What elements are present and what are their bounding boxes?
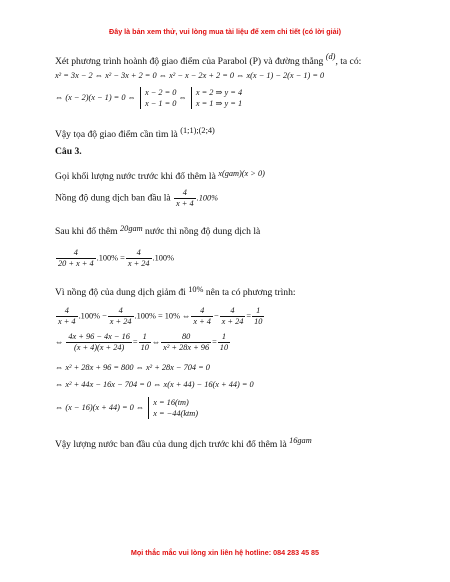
fraction-num: 1: [218, 332, 230, 343]
equation-line-8: [55, 397, 198, 419]
fraction-num: 4: [174, 188, 196, 199]
equation-lead: ⇔ (x − 2)(x − 1) = 0 ⇔: [55, 92, 136, 102]
equation-line-6: ⇔ x² + 28x + 96 = 800 ⇔ x² + 28x − 704 = 0: [55, 363, 210, 372]
paragraph-text: Vậy tọa độ giao điểm cần tìm là: [55, 129, 178, 140]
paragraph-tail: nước thì nồng độ dung dịch là: [145, 226, 261, 237]
fraction-den: x + 4: [193, 317, 211, 326]
system-brace-3: [148, 397, 198, 419]
fraction-den: x + 4: [58, 317, 76, 326]
fraction-den: 10: [254, 317, 263, 326]
paragraph-text: Vậy lượng nước ban đầu của dung dịch trước khi đổ thêm là: [55, 439, 287, 450]
fraction-num: 4x + 96 − 4x − 16: [68, 332, 130, 341]
fraction: [108, 306, 134, 327]
fraction: [56, 248, 96, 269]
fraction: [191, 306, 213, 327]
equation-op: =: [212, 337, 217, 347]
system-brace-2: [191, 87, 242, 109]
preview-notice-banner: Đây là bản xem thử, vui lòng mua tài liệu để xem chi tiết (có lời giải): [109, 27, 341, 36]
hotline-banner: Mọi thắc mắc vui lòng xin liên hệ hotline: 084 283 45 85: [130, 548, 320, 557]
question-heading: Câu 3.: [55, 146, 82, 157]
paragraph-text: Gọi khối lượng nước trước khi đổ thêm là: [55, 171, 216, 182]
equation-op: .100% −: [78, 311, 107, 321]
fraction-num: 4: [126, 248, 152, 259]
percent-tail: .100%: [196, 193, 219, 203]
paragraph-text: Xét phương trình hoành độ giao điểm của Parabol (P) và đường thẳng: [55, 56, 324, 67]
paragraph-after-adding: [55, 224, 260, 237]
equation-op: .100% = 10% ⇔: [134, 311, 191, 321]
fraction-den: x + 4: [176, 199, 194, 208]
system-brace-1: [140, 87, 176, 109]
added-mass: 20gam: [120, 224, 143, 233]
equation-op: ⇔: [55, 337, 64, 347]
paragraph-conclusion-2: [55, 436, 312, 450]
equation-op: −: [213, 311, 219, 321]
equation-line-5: [55, 332, 231, 353]
fraction-den: 10: [219, 343, 229, 352]
system-row: x − 1 = 0: [144, 99, 177, 108]
paragraph-text: Sau khi đổ thêm: [55, 226, 118, 237]
fraction-num: 4: [220, 306, 246, 317]
fraction: [56, 306, 78, 327]
equation-line-1: x² = 3x − 2 ⇔ x² − 3x + 2 = 0 ⇔ x² − x − 2x + 2 = 0 ⇔ x(x − 1) − 2(x − 1) = 0: [55, 71, 325, 80]
system-row: x − 2 = 0: [144, 88, 177, 97]
paragraph-text: Vì nồng độ của dung dịch giảm đi: [55, 287, 186, 298]
fraction-num: 4: [191, 306, 213, 317]
equation-line-2: [55, 87, 242, 109]
fraction: [252, 306, 264, 327]
equation-mid: ⇔: [178, 92, 187, 102]
fraction: [139, 332, 151, 353]
fraction: [174, 188, 196, 209]
answer-mass: 16gam: [289, 436, 312, 445]
equation-op: =: [246, 311, 252, 321]
fraction-den: x + 24: [109, 317, 132, 326]
equation-new-concentration: [55, 248, 174, 269]
fraction-num: 4: [56, 248, 96, 259]
fraction-num: 4: [108, 306, 134, 317]
fraction-den: x² + 28x + 96: [163, 343, 210, 352]
decrease-percent: 10%: [188, 285, 204, 294]
system-row: x = 2 ⇒ y = 4: [195, 88, 243, 97]
fraction-den: 20 + x + 4: [58, 259, 94, 268]
answer-points: (1;1);(2;4): [180, 126, 215, 135]
paragraph-text: Nồng độ dung dịch ban đầu là: [55, 192, 171, 204]
line-label: (d): [325, 52, 336, 61]
paragraph-decrease: [55, 285, 296, 298]
equation-mid: .100% =: [96, 253, 125, 263]
fraction: [66, 332, 132, 353]
fraction: [126, 248, 152, 269]
fraction-den: x + 24: [127, 259, 150, 268]
fraction-den: (x + 4)(x + 24): [73, 343, 125, 352]
fraction-den: 10: [140, 343, 149, 352]
fraction-num: 1: [139, 332, 151, 343]
paragraph-initial-concentration: [55, 188, 218, 209]
equation-line-7: ⇔ x² + 44x − 16x − 704 = 0 ⇔ x(x + 44) − 16(x + 44) = 0: [55, 380, 254, 389]
paragraph-tail: nên ta có phương trình:: [205, 287, 296, 298]
system-row: x = −44(ktm): [153, 409, 199, 418]
paragraph-conclusion-1: [55, 126, 215, 140]
equation-op: ⇔: [151, 337, 161, 347]
fraction-num: 4: [56, 306, 78, 317]
fraction-num: 1: [252, 306, 264, 317]
paragraph-intersection: [55, 52, 361, 67]
variable-def: x(gam)(x > 0): [218, 169, 265, 178]
fraction-den: x + 24: [221, 317, 244, 326]
system-row: x = 16(tm): [153, 398, 189, 407]
fraction: [218, 332, 230, 353]
fraction: [161, 332, 211, 353]
equation-line-4: [55, 306, 265, 327]
paragraph-tail: , ta có:: [335, 56, 362, 67]
system-row: x = 1 ⇒ y = 1: [195, 99, 243, 108]
paragraph-let-x: [55, 169, 265, 182]
percent-tail: .100%: [152, 253, 174, 263]
equation-lead: ⇔ (x − 16)(x + 44) = 0 ⇔: [55, 402, 145, 412]
fraction-num: 80: [161, 332, 211, 343]
equation-op: =: [132, 337, 138, 347]
fraction: [220, 306, 246, 327]
